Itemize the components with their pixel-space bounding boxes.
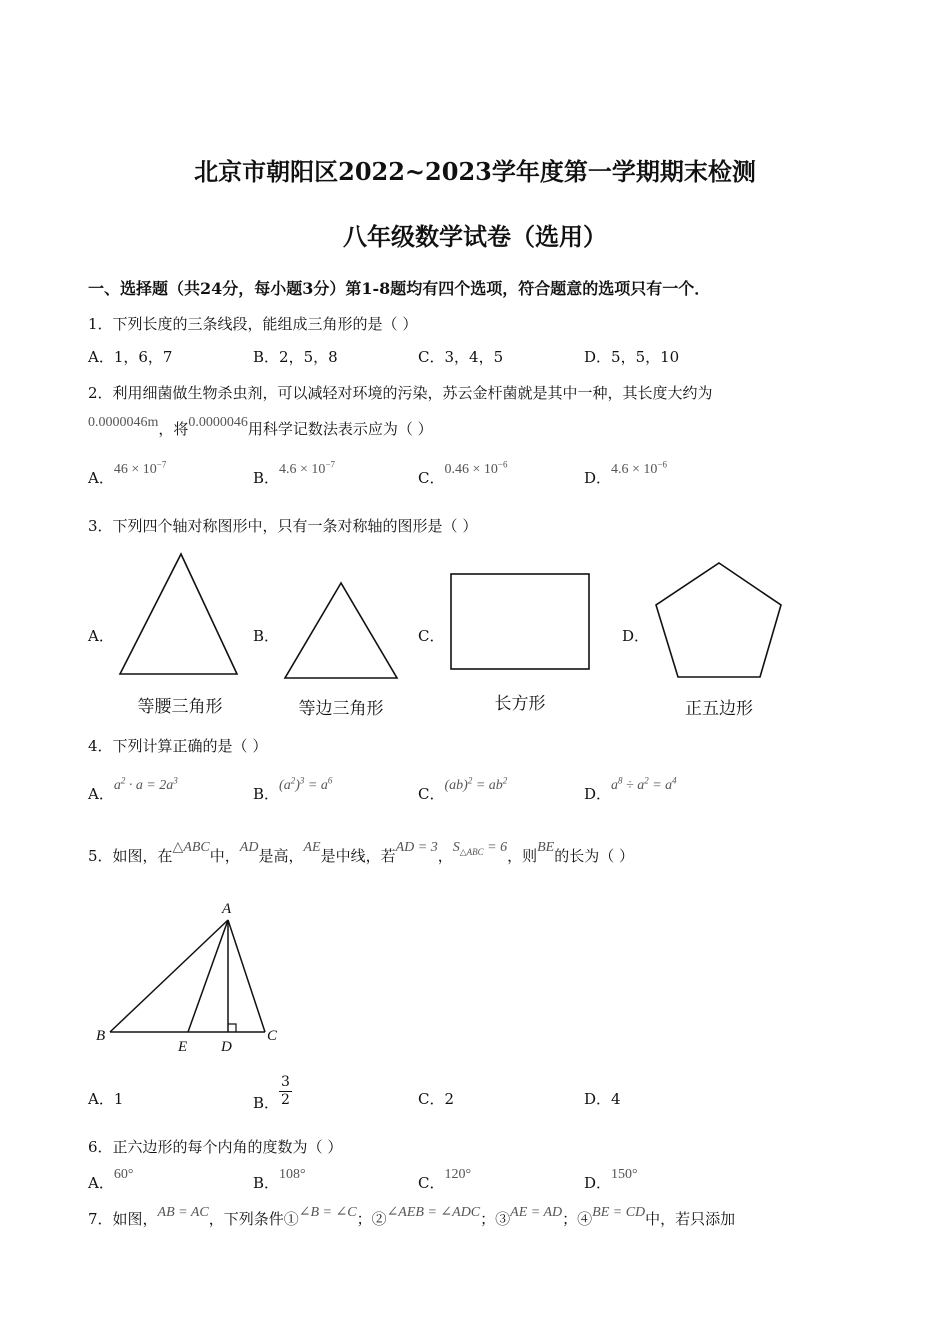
q5-ad: AD bbox=[239, 840, 259, 855]
q5-triangle-figure bbox=[90, 895, 300, 1060]
label-a: A bbox=[222, 901, 232, 917]
question-7-stem: 7．如图，AB = AC，下列条件①∠B = ∠C；②∠AEB = ∠ADC；③AE = AD；④BE = CD中，若只添加 bbox=[88, 1205, 736, 1228]
label-d: D bbox=[221, 1039, 232, 1055]
label-c: C bbox=[267, 1028, 278, 1044]
q3-caption-c: 长方形 bbox=[494, 694, 546, 714]
q4-option-d: D．$a^8 \div a^2 = a^4$ bbox=[584, 775, 677, 803]
q4-option-a: A．$a^2 \cdot a = 2a^3$ bbox=[88, 775, 178, 803]
q2-option-b: B．$4.6 \times 10^{-7}$ bbox=[253, 459, 336, 487]
q5-condition-ad: AD = 3 bbox=[395, 840, 438, 855]
q2-option-d: D．$4.6 \times 10^{-6}$ bbox=[584, 459, 668, 487]
q5-option-a: A．1 bbox=[88, 1090, 124, 1108]
q1-option-a: A．1，6，7 bbox=[88, 348, 173, 366]
q6-option-b: B．108° bbox=[253, 1167, 306, 1192]
q5-condition-area: $S_{\triangle ABC} = 6$ bbox=[452, 840, 508, 857]
question-1-stem: 1．下列长度的三条线段，能组成三角形的是（ ） bbox=[88, 315, 418, 333]
q4-option-c: C．$(ab)^2 = ab^2$ bbox=[418, 775, 508, 803]
q3-option-b-label: B． bbox=[253, 627, 280, 645]
question-4-stem: 4．下列计算正确的是（ ） bbox=[88, 737, 268, 755]
q4-option-b: B．$(a^2)^3 = a^6$ bbox=[253, 775, 333, 803]
q2-option-a: A．$46 \times 10^{-7}$ bbox=[88, 459, 167, 487]
q6-option-c: C．120° bbox=[418, 1167, 472, 1192]
q2-value-1: 0.0000046m bbox=[88, 415, 159, 430]
regular-pentagon-shape bbox=[656, 563, 781, 677]
q2-value-2: 0.0000046 bbox=[188, 415, 248, 430]
exam-subtitle: 八年级数学试卷（选用） bbox=[343, 222, 607, 251]
q1-option-d: D．5，5，10 bbox=[584, 348, 680, 366]
q3-option-c-label: C． bbox=[418, 627, 445, 645]
q3-caption-b: 等边三角形 bbox=[298, 699, 384, 719]
q3-shapes bbox=[0, 540, 950, 690]
rectangle-shape bbox=[451, 574, 589, 669]
q5-option-b: B． $\frac{3}{2}$ bbox=[253, 1074, 290, 1112]
q5-triangle-abc: △ABC bbox=[172, 840, 210, 855]
section-header: 一、选择题（共24分，每小题3分）第1-8题均有四个选项，符合题意的选项只有一个． bbox=[88, 279, 711, 298]
q5-option-d: D．4 bbox=[584, 1090, 621, 1108]
question-3-stem: 3．下列四个轴对称图形中，只有一条对称轴的图形是（ ） bbox=[88, 517, 478, 535]
q3-option-a-label: A． bbox=[88, 627, 114, 645]
isosceles-triangle-shape bbox=[120, 554, 237, 674]
label-e: E bbox=[178, 1039, 188, 1055]
exam-title: 北京市朝阳区2022~2023学年度第一学期期末检测 bbox=[194, 157, 756, 186]
label-b: B bbox=[96, 1028, 106, 1044]
q3-option-d-label: D． bbox=[622, 627, 650, 645]
q5-ae: AE bbox=[303, 840, 321, 855]
question-2-stem: 2．利用细菌做生物杀虫剂，可以减轻对环境的污染，苏云金杆菌就是其中一种，其长度大约为 bbox=[88, 384, 713, 402]
q1-option-b: B．2，5，8 bbox=[253, 348, 338, 366]
question-2-stem-line2: 0.0000046m，将0.0000046用科学记数法表示应为（ ） bbox=[88, 415, 433, 438]
q3-caption-a: 等腰三角形 bbox=[137, 697, 223, 717]
equilateral-triangle-shape bbox=[285, 583, 397, 678]
q5-be: BE bbox=[537, 840, 555, 855]
q3-caption-d: 正五边形 bbox=[685, 699, 753, 719]
question-6-stem: 6．正六边形的每个内角的度数为（ ） bbox=[88, 1138, 343, 1156]
q5-option-c: C．2 bbox=[418, 1090, 455, 1108]
q2-option-c: C．$0.46 \times 10^{-6}$ bbox=[418, 459, 508, 487]
q1-option-c: C．3，4，5 bbox=[418, 348, 504, 366]
q6-option-d: D．150° bbox=[584, 1167, 638, 1192]
question-5-stem: 5．如图，在△ABC中，AD是高，AE是中线，若AD = 3，$S_{\triangle ABC} = 6$，则BE的长为（ ） bbox=[88, 840, 634, 865]
q6-option-a: A．60° bbox=[88, 1167, 134, 1192]
